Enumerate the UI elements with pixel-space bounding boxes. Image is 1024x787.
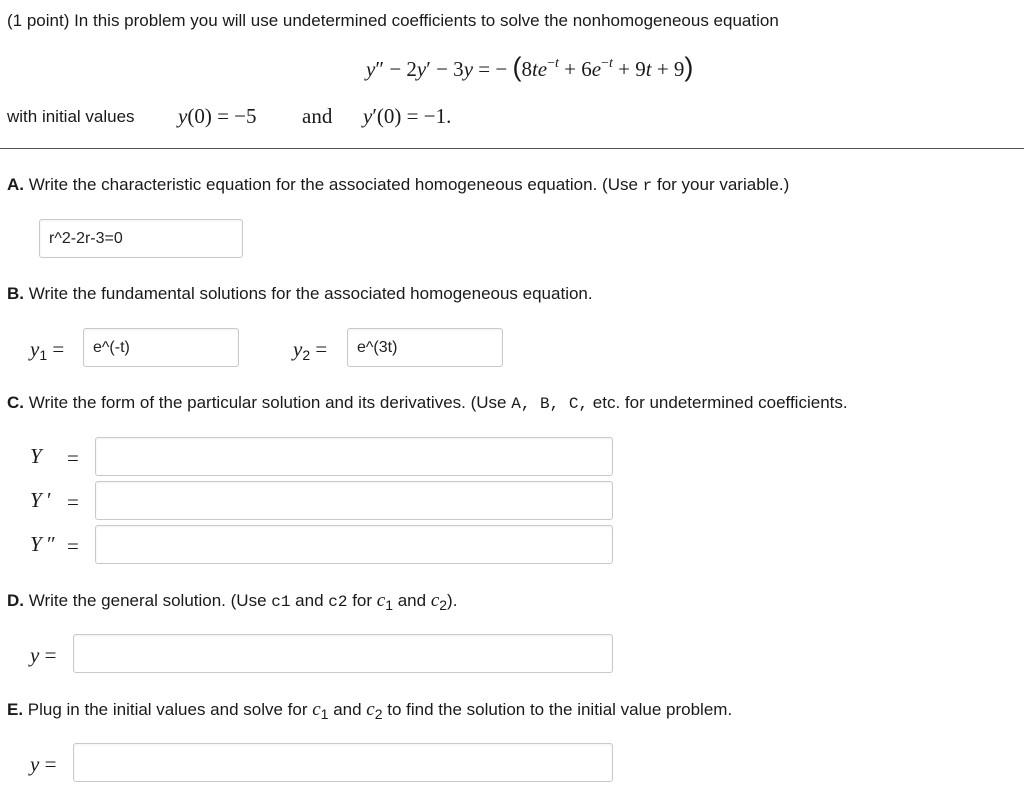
part-d-text-mid1: and <box>290 591 329 610</box>
part-a-prompt <box>7 175 789 195</box>
part-a-letter: A. <box>7 175 24 194</box>
initial-values-label: with initial values <box>7 107 135 126</box>
section-divider <box>0 148 1024 149</box>
Y-equals: = <box>67 446 79 470</box>
part-a-variable-code: r <box>642 177 653 195</box>
particular-solution-Ydoubleprime-input[interactable] <box>95 525 613 564</box>
particular-solution-Yprime-input[interactable] <box>95 481 613 520</box>
part-b-prompt <box>7 284 593 304</box>
part-d-text-mid3: and <box>393 591 431 610</box>
main-equation: y″ − 2y′ − 3y = − $(8te^{-t} + 6e^{-t} + 9t + 9)$ <box>366 52 694 82</box>
part-c-prompt <box>7 393 848 413</box>
part-e-text-end: to find the solution to the initial value problem. <box>382 700 733 719</box>
ivp-solution-label: y = <box>30 752 57 776</box>
Ydoubleprime-equals: = <box>67 534 79 558</box>
y1-label: $y_1$ = <box>30 337 65 363</box>
part-b-letter: B. <box>7 284 24 303</box>
part-e-prompt: E. Plug in the initial values and solve for $c_1$ and $c_2$ to find the solution to the initial value problem. <box>7 699 733 722</box>
part-c-letter: C. <box>7 393 24 412</box>
part-d-text: Write the general solution. (Use <box>24 591 272 610</box>
part-a-text-end: for your variable.) <box>652 175 790 194</box>
part-c-text-end: etc. for undetermined coefficients. <box>588 393 848 412</box>
y1-input[interactable] <box>83 328 239 367</box>
part-d-code-c2: c2 <box>328 593 348 611</box>
part-e-letter: E. <box>7 700 24 719</box>
part-d-text-end: ). <box>447 591 458 610</box>
part-e-text: Plug in the initial values and solve for <box>23 700 313 719</box>
part-e-text-mid: and <box>328 700 367 719</box>
part-d-prompt: D. Write the general solution. (Use c1 and c2 for $c_1$ and $c_2$). <box>7 590 458 613</box>
part-d-letter: D. <box>7 591 24 610</box>
part-a-text: Write the characteristic equation for the associated homogeneous equation. (Use <box>24 175 643 194</box>
part-c-text: Write the form of the particular solution and its derivatives. (Use <box>24 393 512 412</box>
part-b-text: Write the fundamental solutions for the associated homogeneous equation. <box>24 284 593 303</box>
particular-solution-Y-input[interactable] <box>95 437 613 476</box>
problem-intro: (1 point) In this problem you will use undetermined coefficients to solve the nonhomogeneous equation <box>7 11 779 30</box>
initial-value-y0: y(0) = −5 <box>178 104 257 128</box>
Ydoubleprime-label: Y ″ <box>30 532 56 556</box>
part-d-code-c1: c1 <box>271 593 291 611</box>
and-word: and <box>302 104 333 128</box>
part-d-text-mid2: for <box>347 591 377 610</box>
Y-label: Y <box>30 444 42 468</box>
initial-value-yp0: y′(0) = −1. <box>363 104 452 128</box>
Yprime-label: Y ′ <box>30 488 52 512</box>
ivp-solution-input[interactable] <box>73 743 613 782</box>
general-solution-label: y = <box>30 643 57 667</box>
y2-label: $y_2$ = <box>293 337 328 363</box>
characteristic-equation-input[interactable] <box>39 219 243 258</box>
y2-input[interactable] <box>347 328 503 367</box>
Yprime-equals: = <box>67 490 79 514</box>
part-c-coefficient-codes: A, B, C, <box>511 395 589 413</box>
general-solution-input[interactable] <box>73 634 613 673</box>
